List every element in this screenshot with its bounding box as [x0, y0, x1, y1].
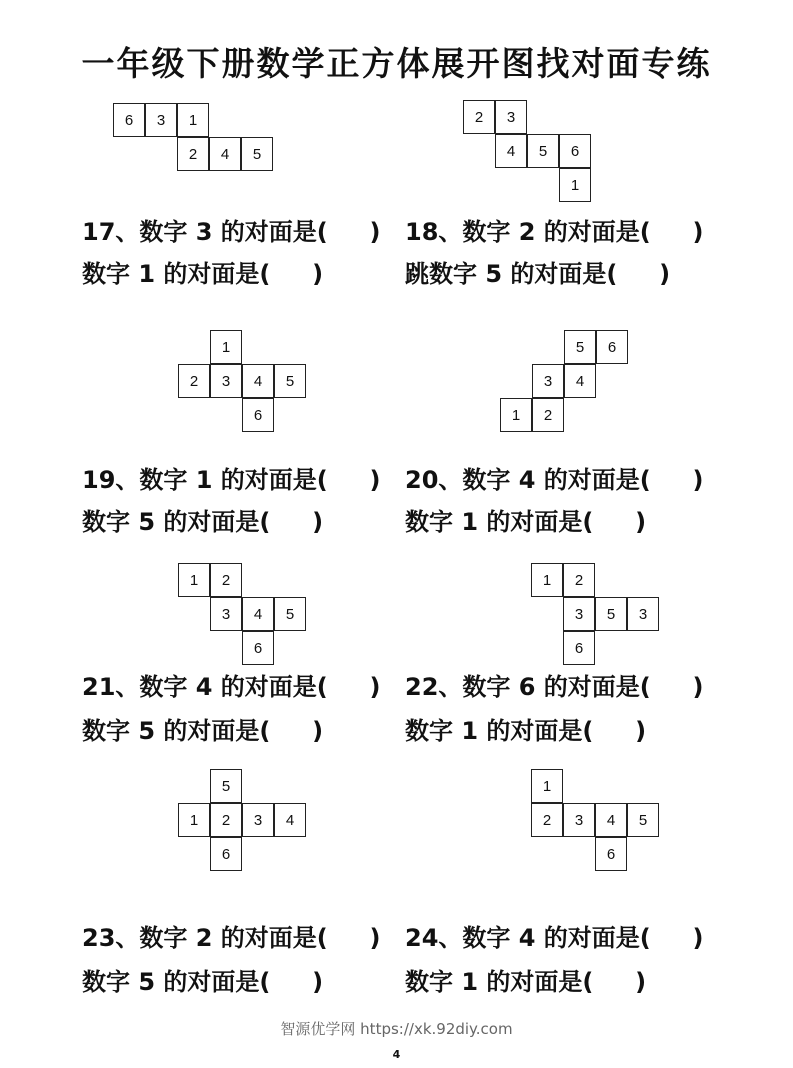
page-number: 4 [392, 1048, 401, 1061]
net-face: 1 [500, 398, 532, 432]
net-face: 6 [210, 837, 242, 871]
net-face: 4 [242, 364, 274, 398]
net-face: 5 [627, 803, 659, 837]
question-19-line-2: 数字 5 的对面是( ) [82, 508, 324, 536]
net-face: 6 [595, 837, 627, 871]
page-title: 一年级下册数学正方体展开图找对面专练 [81, 44, 712, 83]
question-20-line-2: 数字 1 的对面是( ) [405, 508, 647, 536]
net-face: 2 [532, 398, 564, 432]
net-face: 2 [210, 563, 242, 597]
question-23-line-1: 23、数字 2 的对面是( ) [82, 924, 381, 952]
net-face: 6 [113, 103, 145, 137]
net-face: 2 [210, 803, 242, 837]
question-24-line-2: 数字 1 的对面是( ) [405, 968, 647, 996]
question-17-line-1: 17、数字 3 的对面是( ) [82, 218, 381, 246]
net-face: 3 [495, 100, 527, 134]
net-face: 4 [595, 803, 627, 837]
net-face: 1 [531, 769, 563, 803]
net-face: 5 [527, 134, 559, 168]
question-18-line-2: 跳数字 5 的对面是( ) [405, 260, 671, 288]
net-face: 4 [564, 364, 596, 398]
footer-watermark: 智源优学网 https://xk.92diy.com [280, 1020, 513, 1038]
question-18-line-1: 18、数字 2 的对面是( ) [405, 218, 704, 246]
net-face: 4 [209, 137, 241, 171]
net-face: 5 [564, 330, 596, 364]
net-face: 5 [210, 769, 242, 803]
net-face: 1 [177, 103, 209, 137]
question-23-line-2: 数字 5 的对面是( ) [82, 968, 324, 996]
net-face: 3 [210, 597, 242, 631]
net-face: 2 [178, 364, 210, 398]
net-face: 3 [242, 803, 274, 837]
question-20-line-1: 20、数字 4 的对面是( ) [405, 466, 704, 494]
question-24-line-1: 24、数字 4 的对面是( ) [405, 924, 704, 952]
net-face: 1 [178, 803, 210, 837]
question-21-line-2: 数字 5 的对面是( ) [82, 717, 324, 745]
net-face: 4 [274, 803, 306, 837]
net-face: 5 [241, 137, 273, 171]
net-face: 5 [274, 364, 306, 398]
net-face: 2 [177, 137, 209, 171]
net-face: 3 [563, 597, 595, 631]
question-19-line-1: 19、数字 1 的对面是( ) [82, 466, 381, 494]
net-face: 2 [563, 563, 595, 597]
net-face: 5 [274, 597, 306, 631]
net-face: 1 [210, 330, 242, 364]
net-face: 3 [145, 103, 177, 137]
net-face: 6 [559, 134, 591, 168]
net-face: 3 [210, 364, 242, 398]
net-face: 1 [559, 168, 591, 202]
net-face: 6 [242, 631, 274, 665]
net-face: 1 [531, 563, 563, 597]
net-face: 6 [596, 330, 628, 364]
question-22-line-2: 数字 1 的对面是( ) [405, 717, 647, 745]
net-face: 3 [563, 803, 595, 837]
question-21-line-1: 21、数字 4 的对面是( ) [82, 673, 381, 701]
question-17-line-2: 数字 1 的对面是( ) [82, 260, 324, 288]
net-face: 1 [178, 563, 210, 597]
net-face: 6 [242, 398, 274, 432]
net-face: 6 [563, 631, 595, 665]
net-face: 3 [532, 364, 564, 398]
question-22-line-1: 22、数字 6 的对面是( ) [405, 673, 704, 701]
net-face: 2 [531, 803, 563, 837]
net-face: 4 [495, 134, 527, 168]
net-face: 2 [463, 100, 495, 134]
net-face: 3 [627, 597, 659, 631]
net-face: 5 [595, 597, 627, 631]
net-face: 4 [242, 597, 274, 631]
